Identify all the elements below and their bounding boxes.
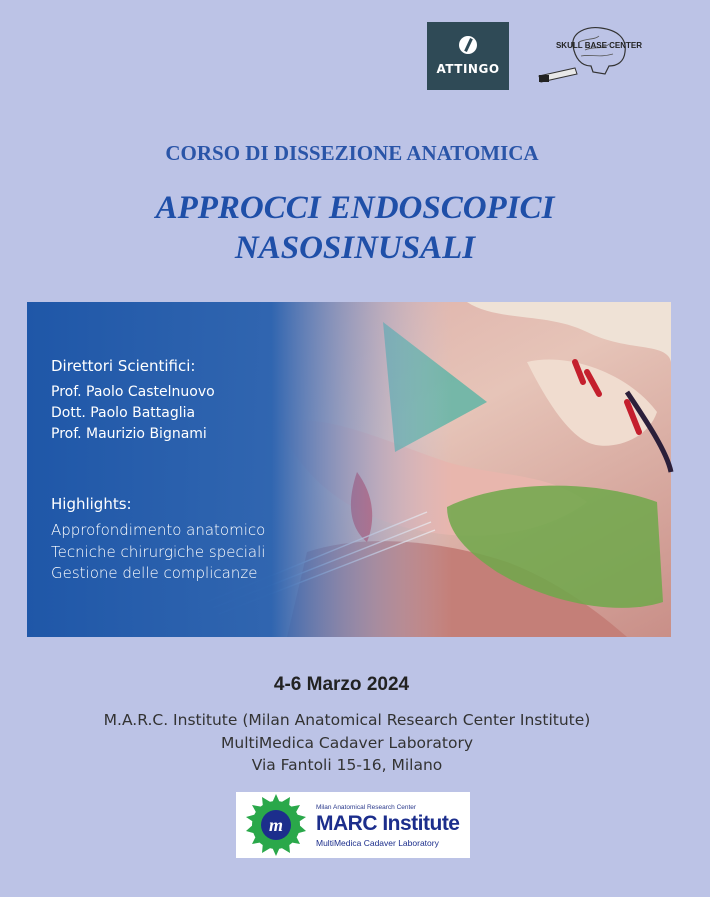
event-dates: 4-6 Marzo 2024	[273, 674, 410, 695]
highlight-item: Gestione delle complicanze	[51, 564, 258, 582]
course-title-line-2: NASOSINUSALI	[234, 230, 476, 266]
venue-address	[0, 709, 694, 777]
director-name: Prof. Paolo Castelnuovo	[51, 384, 215, 400]
director-name: Dott. Paolo Battaglia	[51, 405, 196, 421]
marc-name: MARC Institute	[316, 812, 460, 835]
attingo-mark-icon	[459, 36, 477, 54]
highlight-item: Approfondimento anatomico	[51, 521, 266, 539]
venue-line: Via Fantoli 15-16, Milano	[251, 756, 443, 774]
marc-starburst-icon	[236, 792, 316, 858]
course-title-line-1: APPROCCI ENDOSCOPICI	[155, 190, 555, 226]
skull-base-center-logo	[535, 22, 643, 88]
marc-mark-letter: m	[268, 815, 284, 835]
hero-banner	[27, 302, 671, 637]
attingo-logo	[427, 22, 509, 90]
directors-heading: Direttori Scientifici:	[51, 357, 196, 375]
highlights-heading: Highlights:	[51, 495, 132, 513]
anatomy-illustration	[27, 302, 671, 637]
director-name: Prof. Maurizio Bignami	[51, 426, 207, 442]
marc-institute-logo	[236, 792, 470, 858]
highlight-item: Tecniche chirurgiche speciali	[51, 542, 266, 561]
directors-block	[51, 357, 215, 445]
skull-base-center-text: SKULL BASE CENTER	[555, 41, 643, 50]
marc-subline: MultiMedica Cadaver Laboratory	[316, 838, 439, 848]
course-subtitle: CORSO DI DISSEZIONE ANATOMICA	[165, 141, 539, 165]
highlights-block	[51, 495, 265, 585]
venue-line: M.A.R.C. Institute (Milan Anatomical Research Center Institute)	[103, 711, 591, 729]
course-title	[0, 188, 710, 268]
marc-tagline: Milan Anatomical Research Center	[316, 804, 417, 811]
venue-line: MultiMedica Cadaver Laboratory	[221, 733, 473, 752]
attingo-wordmark: ATTINGO	[436, 62, 500, 76]
